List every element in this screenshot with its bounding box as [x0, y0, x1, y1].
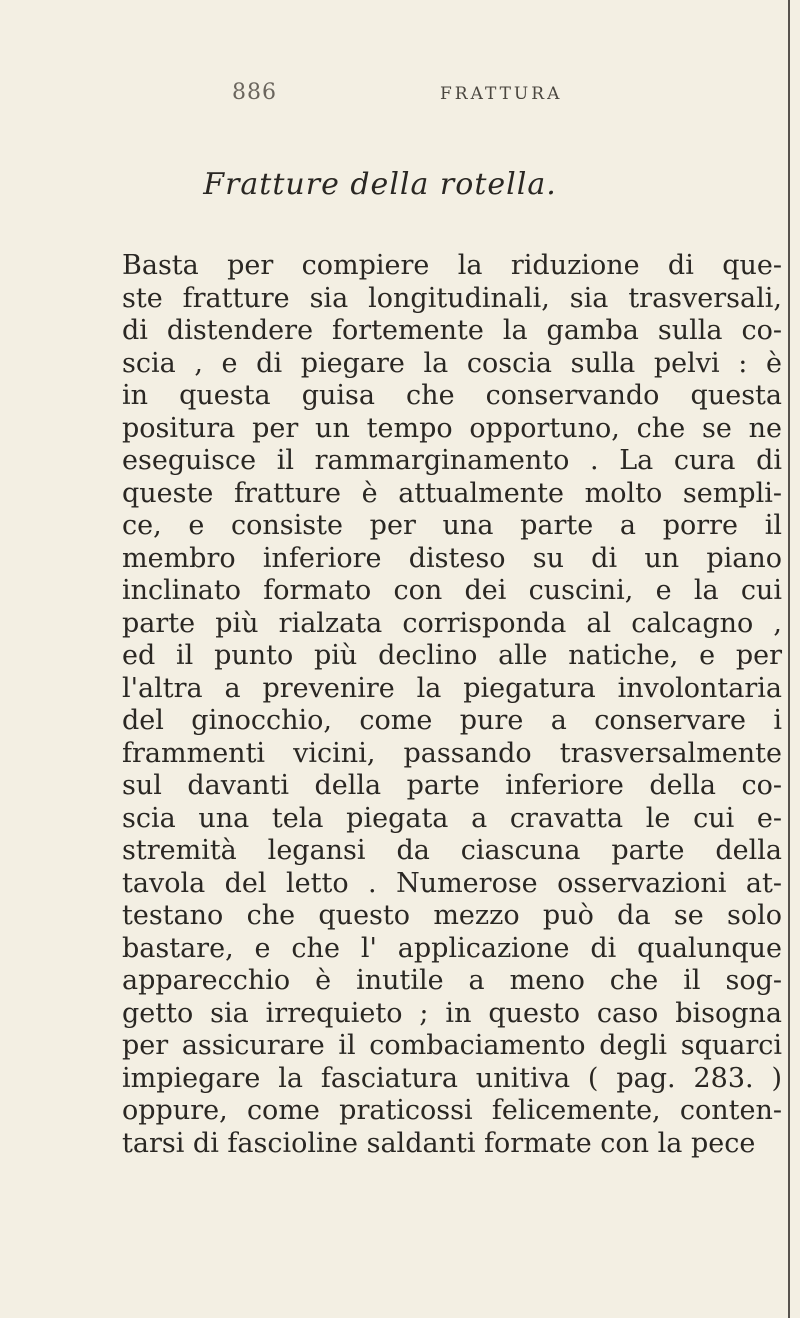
text-line: apparecchio è inutile a meno che il sog-: [122, 965, 782, 996]
text-line: ce, e consiste per una parte a porre il: [122, 510, 782, 541]
text-line: di distendere fortemente la gamba sulla co-: [122, 315, 782, 346]
text-line: parte più rialzata corrisponda al calcagno ,: [122, 607, 782, 639]
running-head: FRATTURA: [440, 84, 563, 104]
text-line: eseguisce il rammarginamento . La cura di: [122, 445, 782, 476]
text-line: scia , e di piegare la coscia sulla pelvi : è: [122, 347, 782, 379]
text-line: bastare, e che l' applicazione di qualunque: [122, 932, 782, 964]
text-line: sul davanti della parte inferiore della co-: [122, 770, 782, 801]
text-line: positura per un tempo opportuno, che se ne: [122, 412, 782, 444]
text-line: l'altra a prevenire la piegatura involontaria: [122, 672, 782, 704]
text-line: frammenti vicini, passando trasversalmente: [122, 737, 782, 769]
text-line: oppure, come praticossi felicemente, conten-: [122, 1095, 782, 1126]
text-line: testano che questo mezzo può da se solo: [122, 900, 782, 931]
text-line: impiegare la fasciatura unitiva ( pag. 283. ): [122, 1062, 782, 1094]
text-line: ed il punto più declino alle natiche, e per: [122, 640, 782, 671]
text-line: per assicurare il combaciamento degli squarci: [122, 1030, 782, 1061]
text-line: scia una tela piegata a cravatta le cui e-: [122, 802, 782, 834]
body-paragraph: [122, 250, 782, 1160]
text-line: Basta per compiere la riduzione di que-: [122, 250, 782, 281]
text-line: del ginocchio, come pure a conservare i: [122, 705, 782, 736]
text-line: in questa guisa che conservando questa: [122, 380, 782, 411]
text-line: getto sia irrequieto ; in questo caso bisogna: [122, 997, 782, 1029]
text-line: stremità legansi da ciascuna parte della: [122, 835, 782, 866]
text-line: ste fratture sia longitudinali, sia trasversali,: [122, 282, 782, 314]
page-number: 886: [232, 80, 277, 105]
text-line: inclinato formato con dei cuscini, e la cui: [122, 575, 782, 606]
text-line: queste fratture è attualmente molto sempli-: [122, 477, 782, 509]
text-line: tarsi di fascioline saldanti formate con la pece: [122, 1127, 756, 1159]
text-line: tavola del letto . Numerose osservazioni at-: [122, 867, 782, 899]
text-line: membro inferiore disteso su di un piano: [122, 542, 782, 574]
section-title: Fratture della rotella.: [203, 167, 557, 202]
